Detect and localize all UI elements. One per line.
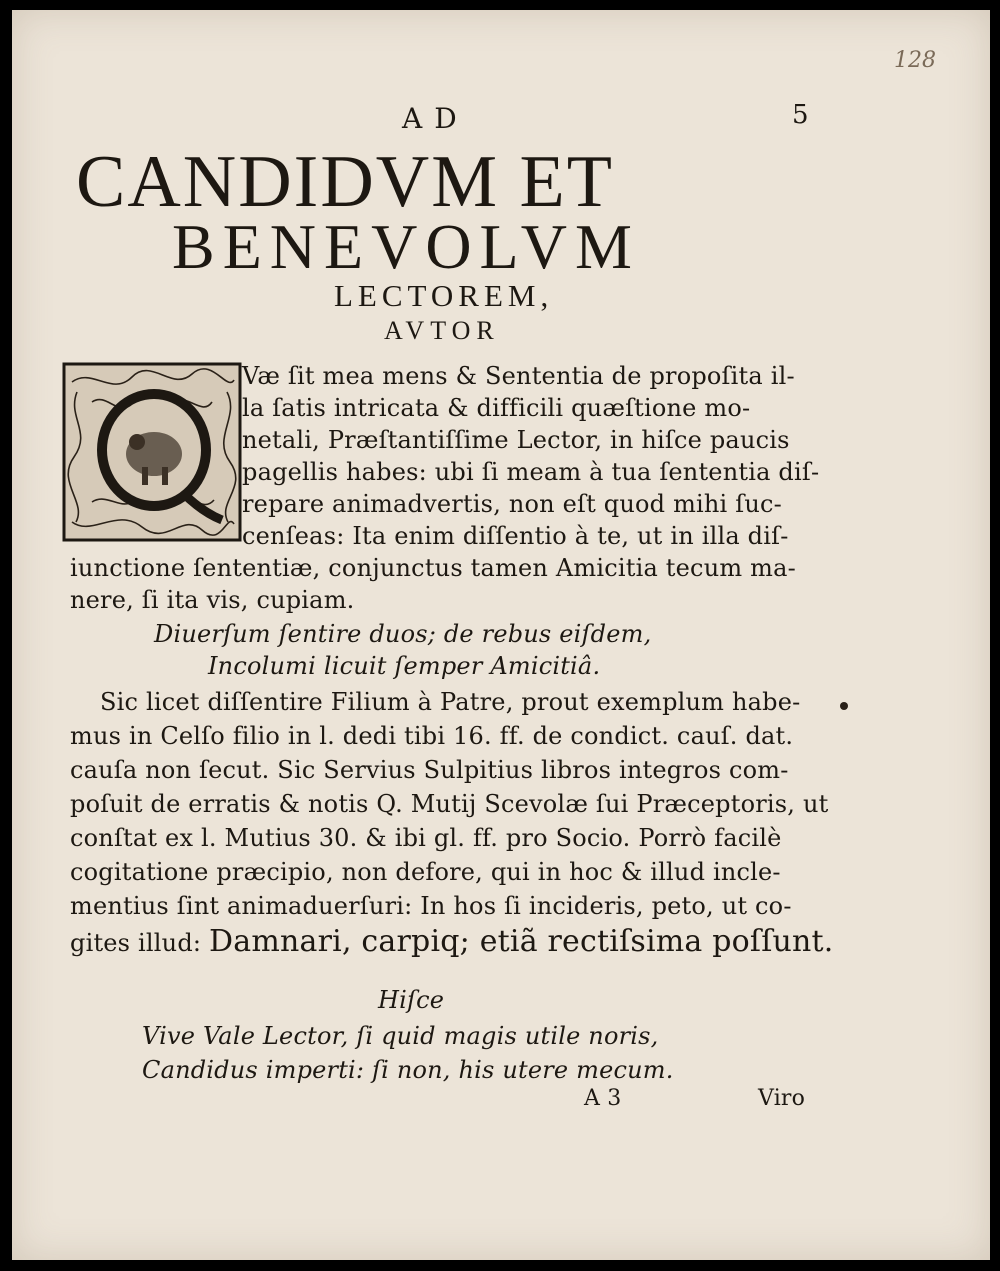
- paragraph1-line-7: iunctione ſententiæ, conjunctus tamen Amicitia tecum ma-: [70, 554, 796, 582]
- paragraph1-line-8: nere, ſi ita vis, cupiam.: [70, 586, 355, 614]
- decorated-initial: [62, 362, 242, 542]
- signature-mark: A 3: [584, 1086, 622, 1111]
- page-number: 5: [792, 100, 809, 130]
- folio-annotation: 128: [894, 48, 936, 73]
- paragraph2-line-8: [70, 924, 834, 959]
- paragraph1-line-3: netali, Præſtantiſſime Lector, in hiſce paucis: [242, 426, 790, 454]
- paragraph1-line-6: cenſeas: Ita enim diſſentio à te, ut in illa diſ-: [242, 522, 789, 550]
- heading-line-3: LECTOREM,: [334, 278, 554, 313]
- verse2-line-2: Candidus imperti: ſi non, his utere mecum.: [142, 1056, 674, 1084]
- ink-dot: [840, 702, 848, 710]
- paragraph2-line-2: mus in Celſo filio in l. dedi tibi 16. ff. de condict. cauſ. dat.: [70, 722, 794, 750]
- paragraph1-line-4: pagellis habes: ubi ſi meam à tua ſententia diſ-: [242, 458, 820, 486]
- verse1-line-1: Diuerſum ſentire duos; de rebus eiſdem,: [154, 620, 652, 648]
- paragraph2-line-1: Sic licet diſſentire Filium à Patre, prout exemplum habe-: [100, 688, 801, 716]
- paragraph2-line-7: mentius ſint animaduerſuri: In hos ſi incideris, peto, ut co-: [70, 892, 792, 920]
- paragraph2-line-6: cogitatione præcipio, non defore, qui in hoc & illud incle-: [70, 858, 781, 886]
- paragraph2-line-5: conſtat ex l. Mutius 30. & ibi gl. ff. pro Socio. Porrò facilè: [70, 824, 782, 852]
- heading-ad: AD: [402, 102, 469, 135]
- ornament-frame-icon: [62, 362, 242, 542]
- paragraph1-line-5: repare animadvertis, non eſt quod mihi ſuc-: [242, 490, 782, 518]
- paragraph2-line-3: cauſa non ſecut. Sic Servius Sulpitius libros integros com-: [70, 756, 789, 784]
- catchword: Viro: [758, 1086, 806, 1111]
- book-page: [12, 10, 990, 1260]
- paragraph1-line-2: la ſatis intricata & difficili quæſtione mo-: [242, 394, 751, 422]
- last-line-start: gites illud:: [70, 929, 202, 957]
- paragraph1-line-1: Væ ſit mea mens & Sententia de propoſita il-: [242, 362, 795, 390]
- heading-line-4: AVTOR: [384, 316, 500, 345]
- heading-line-2: BENEVOLVM: [172, 211, 640, 282]
- verse2-line-1: Vive Vale Lector, ſi quid magis utile noris,: [142, 1022, 659, 1050]
- last-line-emphasis: Damnari, carpiq; etiã rectiſsima poſſunt.: [209, 924, 834, 959]
- paragraph2-line-4: poſuit de erratis & notis Q. Mutij Scevolæ ſui Præceptoris, ut: [70, 790, 829, 818]
- hisce-word: Hiſce: [378, 986, 445, 1014]
- verse1-line-2: Incolumi licuit ſemper Amicitiâ.: [208, 652, 601, 680]
- heading-line-1: CANDIDVM ET: [76, 141, 614, 223]
